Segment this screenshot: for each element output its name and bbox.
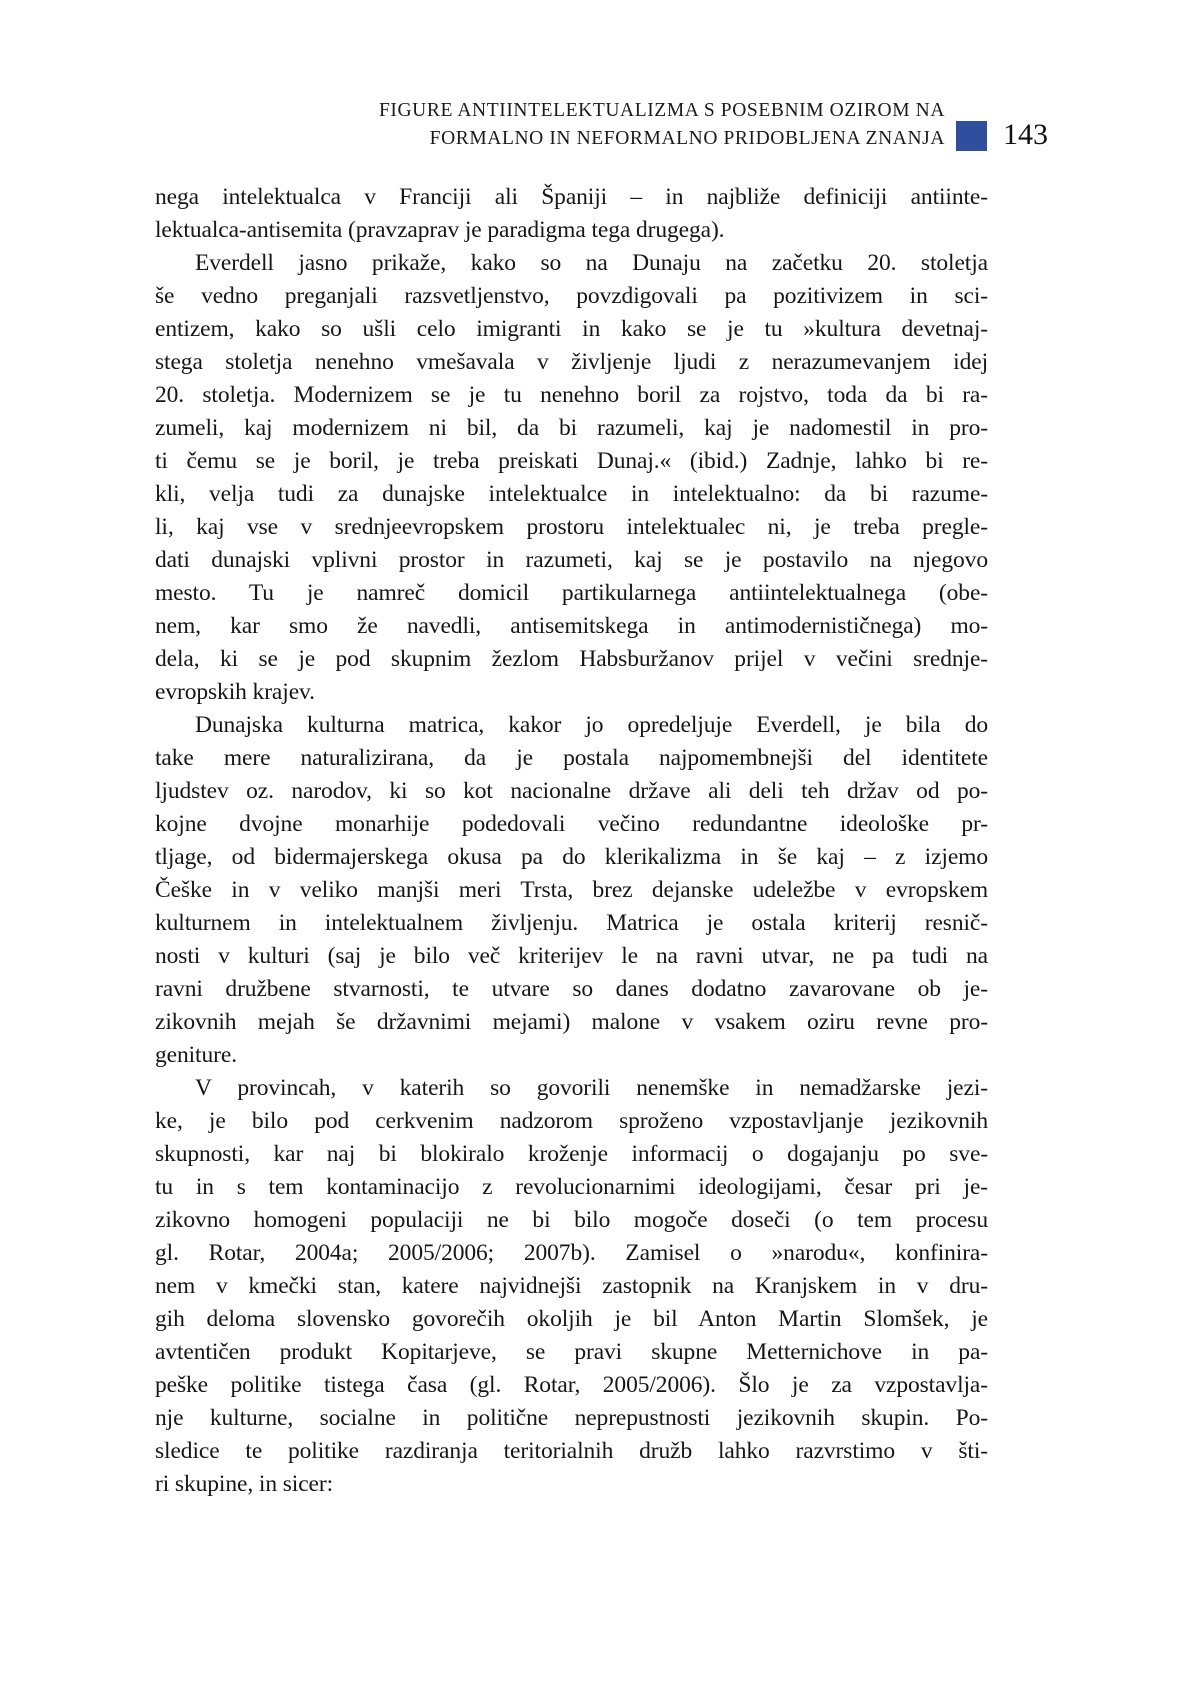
text-line: nje kulturne, socialne in politične neprepustnosti jezikovnih skupin. Po- bbox=[155, 1405, 988, 1431]
text-line: Dunajska kulturna matrica, kakor jo opredeljuje Everdell, je bila do bbox=[195, 712, 988, 738]
text-line: lektualca-antisemita (pravzaprav je paradigma tega drugega). bbox=[155, 217, 725, 243]
text-line: li, kaj vse v srednjeevropskem prostoru intelektualec ni, je treba pregle- bbox=[155, 514, 988, 540]
text-line: nem, kar smo že navedli, antisemitskega in antimodernističnega) mo- bbox=[155, 613, 988, 639]
text-line: tljage, od bidermajerskega okusa pa do klerikalizma in še kaj – z izjemo bbox=[155, 844, 988, 870]
text-line: stega stoletja nenehno vmešavala v življenje ljudi z nerazumevanjem idej bbox=[155, 349, 988, 375]
text-line: 20. stoletja. Modernizem se je tu nenehno boril za rojstvo, toda da bi ra- bbox=[155, 382, 988, 408]
text-line: gih deloma slovensko govorečih okoljih je bil Anton Martin Slomšek, je bbox=[155, 1306, 988, 1332]
text-line: dati dunajski vplivni prostor in razumeti, kaj se je postavilo na njegovo bbox=[155, 547, 988, 573]
paragraph bbox=[155, 1072, 988, 1501]
paragraph bbox=[155, 181, 988, 247]
text-line: geniture. bbox=[155, 1042, 237, 1068]
text-line: kulturnem in intelektualnem življenju. Matrica je ostala kriterij resnič- bbox=[155, 910, 988, 936]
text-line: dela, ki se je pod skupnim žezlom Habsburžanov prijel v večini srednje- bbox=[155, 646, 988, 672]
text-line: nosti v kulturi (saj je bilo več kriterijev le na ravni utvar, ne pa tudi na bbox=[155, 943, 988, 969]
text-line: sledice te politike razdiranja teritorialnih družb lahko razvrstimo v šti- bbox=[155, 1438, 988, 1464]
text-line: gl. Rotar, 2004a; 2005/2006; 2007b). Zamisel o »narodu«, konfinira- bbox=[155, 1240, 988, 1266]
text-line: mesto. Tu je namreč domicil partikularnega antiintelektualnega (obe- bbox=[155, 580, 988, 606]
text-line: nega intelektualca v Franciji ali Španiji – in najbliže definiciji antiinte- bbox=[155, 184, 988, 210]
page-marker-square bbox=[956, 121, 987, 151]
text-line: take mere naturalizirana, da je postala najpomembnejši del identitete bbox=[155, 745, 988, 771]
text-line: kojne dvojne monarhije podedovali večino redundantne ideološke pr- bbox=[155, 811, 988, 837]
paragraph bbox=[155, 247, 988, 709]
text-line: peške politike tistega časa (gl. Rotar, 2005/2006). Šlo je za vzpostavlja- bbox=[155, 1372, 988, 1398]
text-line: evropskih krajev. bbox=[155, 679, 315, 705]
text-line: nem v kmečki stan, katere najvidnejši zastopnik na Kranjskem in v dru- bbox=[155, 1273, 988, 1299]
text-line: ljudstev oz. narodov, ki so kot nacionalne države ali deli teh držav od po- bbox=[155, 778, 988, 804]
text-line: kli, velja tudi za dunajske intelektualce in intelektualno: da bi razume- bbox=[155, 481, 988, 507]
text-line: avtentičen produkt Kopitarjeve, se pravi skupne Metternichove in pa- bbox=[155, 1339, 988, 1365]
running-header bbox=[155, 97, 945, 153]
paragraph bbox=[155, 709, 988, 1072]
text-line: tu in s tem kontaminacijo z revolucionarnimi ideologijami, česar pri je- bbox=[155, 1174, 988, 1200]
text-line: še vedno preganjali razsvetljenstvo, povzdigovali pa pozitivizem in sci- bbox=[155, 283, 988, 309]
text-line: entizem, kako so ušli celo imigranti in kako se je tu »kultura devetnaj- bbox=[155, 316, 988, 342]
text-line: zikovno homogeni populaciji ne bi bilo mogoče doseči (o tem procesu bbox=[155, 1207, 988, 1233]
text-line: Češke in v veliko manjši meri Trsta, brez dejanske udeležbe v evropskem bbox=[155, 877, 988, 903]
body-text-block bbox=[155, 181, 988, 1501]
text-line: ti čemu se je boril, je treba preiskati Dunaj.« (ibid.) Zadnje, lahko bi re- bbox=[155, 448, 988, 474]
text-line: V provincah, v katerih so govorili nenemške in nemadžarske jezi- bbox=[195, 1075, 988, 1101]
text-line: zumeli, kaj modernizem ni bil, da bi razumeli, kaj je nadomestil in pro- bbox=[155, 415, 988, 441]
page-number: 143 bbox=[1003, 118, 1048, 151]
text-line: Everdell jasno prikaže, kako so na Dunaju na začetku 20. stoletja bbox=[195, 250, 988, 276]
running-header-line-2: FORMALNO IN NEFORMALNO PRIDOBLJENA ZNANJA bbox=[429, 128, 945, 149]
text-line: ravni družbene stvarnosti, te utvare so danes dodatno zavarovane ob je- bbox=[155, 976, 988, 1002]
text-line: ri skupine, in sicer: bbox=[155, 1471, 334, 1497]
text-line: skupnosti, kar naj bi blokiralo kroženje informacij o dogajanju po sve- bbox=[155, 1141, 988, 1167]
running-header-line-1: FIGURE ANTIINTELEKTUALIZMA S POSEBNIM OZIROM NA bbox=[378, 100, 945, 121]
text-line: zikovnih mejah še državnimi mejami) malone v vsakem oziru revne pro- bbox=[155, 1009, 988, 1035]
text-line: ke, je bilo pod cerkvenim nadzorom sproženo vzpostavljanje jezikovnih bbox=[155, 1108, 988, 1134]
